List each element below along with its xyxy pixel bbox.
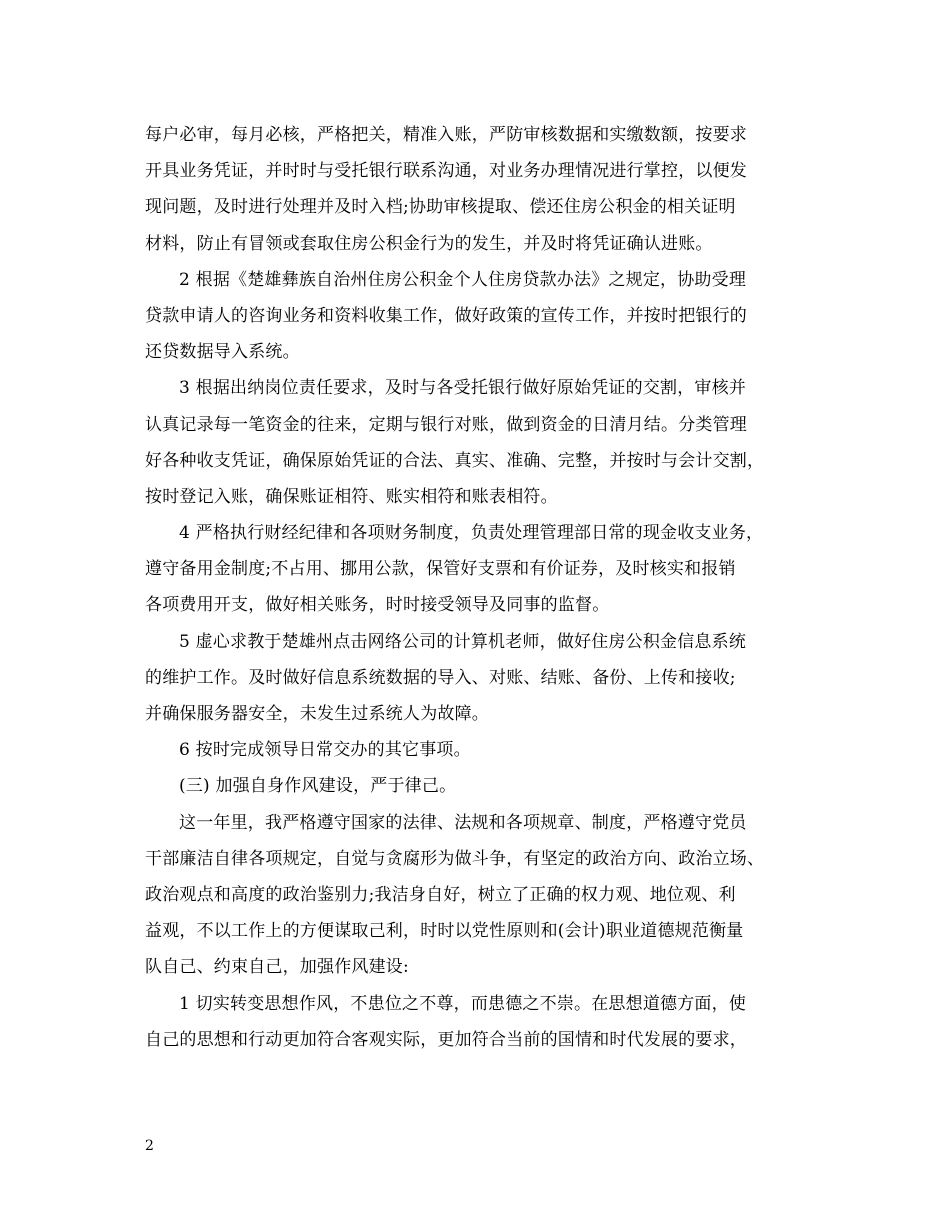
text-line: 自己的思想和行动更加符合客观实际，更加符合当前的国情和时代发展的要求， xyxy=(145,1029,747,1050)
text-line: 开具业务凭证，并时时与受托银行联系沟通，对业务办理情况进行掌控，以便发 xyxy=(145,161,747,182)
text-line: 认真记录每一笔资金的往来，定期与银行对账，做到资金的日清月结。分类管理 xyxy=(145,414,747,435)
text-line: 材料，防止有冒领或套取住房公积金行为的发生，并及时将凭证确认进账。 xyxy=(145,233,713,254)
text-line: 好各种收支凭证，确保原始凭证的合法、真实、准确、完整，并按时与会计交割， xyxy=(145,450,765,471)
text-line: 并确保服务器安全，未发生过系统人为故障。 xyxy=(145,704,489,724)
text-line: 干部廉洁自律各项规定，自觉与贪腐形为做斗争，有坚定的政治方向、政治立场、 xyxy=(145,848,765,869)
text-line: 2 根据《楚雄彝族自治州住房公积金个人住房贷款办法》之规定，协助受理 xyxy=(179,269,747,290)
text-line: 5 虚心求教于楚雄州点击网络公司的计算机老师，做好住房公积金信息系统 xyxy=(179,631,747,652)
text-line: 遵守备用金制度;不占用、挪用公款，保管好支票和有价证券，及时核实和报销 xyxy=(145,559,736,580)
text-line: 队自己、约束自己，加强作风建设: xyxy=(145,957,409,978)
text-line: 还贷数据导入系统。 xyxy=(145,342,300,363)
text-line: 每户必审，每月必核，严格把关，精准入账，严防审核数据和实缴数额，按要求 xyxy=(145,125,747,145)
body-text xyxy=(145,117,815,1058)
text-line: 各项费用开支，做好相关账务，时时接受领导及同事的监督。 xyxy=(145,595,610,616)
text-line: 现问题，及时进行处理并及时入档;协助审核提取、偿还住房公积金的相关证明 xyxy=(145,197,736,218)
text-line: 1 切实转变思想作风，不患位之不尊，而患德之不崇。在思想道德方面，使 xyxy=(179,993,747,1014)
text-line: 6 按时完成领导日常交办的其它事项。 xyxy=(179,740,471,761)
text-line: 4 严格执行财经纪律和各项财务制度，负责处理管理部日常的现金收支业务， xyxy=(179,523,764,544)
text-line: 3 根据出纳岗位责任要求，及时与各受托银行做好原始凭证的交割，审核并 xyxy=(179,378,747,399)
text-line: 贷款申请人的咨询业务和资料收集工作，做好政策的宣传工作，并按时把银行的 xyxy=(145,305,747,326)
section-heading: (三) 加强自身作风建设，严于律己。 xyxy=(179,776,457,797)
text-line: 政治观点和高度的政治鉴别力;我洁身自好，树立了正确的权力观、地位观、利 xyxy=(145,884,736,905)
text-line: 的维护工作。及时做好信息系统数据的导入、对账、结账、备份、上传和接收; xyxy=(145,667,736,688)
text-line: 益观，不以工作上的方便谋取己利，时时以党性原则和(会计)职业道德规范衡量 xyxy=(145,921,744,942)
page-number: 2 xyxy=(145,1138,154,1154)
text-line: 按时登记入账，确保账证相符、账实相符和账表相符。 xyxy=(145,486,558,507)
text-line: 这一年里，我严格遵守国家的法律、法规和各项规章、制度，严格遵守党员 xyxy=(179,812,747,833)
